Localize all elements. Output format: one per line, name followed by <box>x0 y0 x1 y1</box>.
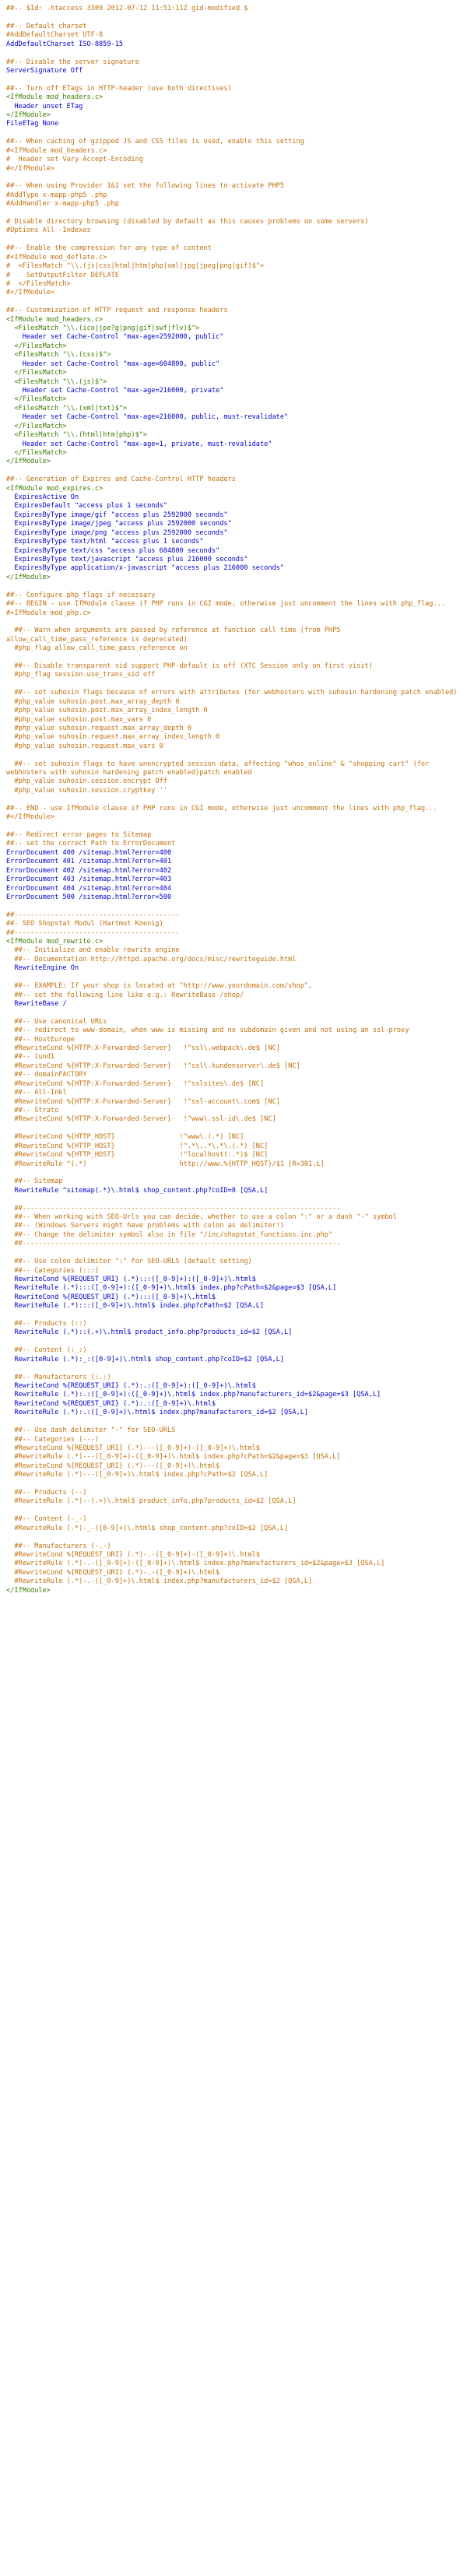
comment-line: ##-- Use canonical URLs <box>6 1017 107 1026</box>
comment-line: ##-- BEGIN - use IfModule clause if PHP runs in CGI mode, otherwise just uncomment the lines with php_flag... <box>6 600 445 609</box>
comment-line: ##-- Documentation http://httpd.apache.org/docs/misc/rewriteguide.html <box>6 955 297 963</box>
comment-line: #RewriteCond %{HTTP:X-Forwarded-Server} !^ssl\.kundenserver\.de$ [NC] <box>6 1062 300 1070</box>
blank-line <box>6 582 461 591</box>
comment-line: #php_value suhosin.post.max_array_depth 0 <box>6 697 180 706</box>
tag-line: </FilesMatch> <box>6 369 67 377</box>
directive-line: ServerSignature Off <box>6 66 83 75</box>
comment-line: #AddHandler x-mapp-php5 .php <box>6 200 119 209</box>
comment-line: #RewriteCond %{HTTP:X-Forwarded-Server} !^www\.ssl-id\.de$ [NC] <box>6 1115 276 1124</box>
blank-line <box>6 1533 461 1542</box>
blank-line <box>6 823 461 831</box>
comment-line: ##-- Turn off ETags in HTTP-header (use both directives) <box>6 84 232 93</box>
comment-line: ##-- Use colon delimiter ":" for SEO-URLS (default setting) <box>6 1258 252 1266</box>
comment-line: ##-- Manufacturers (-.-) <box>6 1542 111 1550</box>
comment-line: ##-- All-Inkl <box>6 1089 67 1097</box>
comment-line: ##-- When using Provider 1&1 set the following lines to activate PHP5 <box>6 182 284 191</box>
comment-line: #php_value suhosin.session.cryptkey '' <box>6 786 167 795</box>
directive-line: Header unset ETag <box>6 102 83 111</box>
comment-line: #RewriteRule ^(.*) http://www.%{HTTP_HOST}/$1 [R=301,L] <box>6 1160 325 1168</box>
directive-line: AddDefaultCharset ISO-8859-15 <box>6 40 124 48</box>
directive-line: ExpiresByType text/html "access plus 1 seconds" <box>6 538 204 546</box>
comment-line: #php_value suhosin.request.max_array_depth 0 <box>6 724 192 732</box>
directive-line: ErrorDocument 402 /sitemap.html?error=402 <box>6 866 172 875</box>
blank-line <box>6 236 461 244</box>
blank-line <box>6 129 461 138</box>
blank-line <box>6 1338 461 1346</box>
comment-line: ##-- Customization of HTTP request and response headers <box>6 307 228 315</box>
comment-line: ##------------------------------------------------------------------------------- <box>6 1240 341 1248</box>
comment-line: ##------------------------------------------------------------------------------- <box>6 1204 341 1213</box>
directive-line: RewriteRule (.*):::([_0-9]+):([_0-9]+)\.html$ index.php?cPath=$2&page=$3 [QSA,L] <box>6 1284 337 1293</box>
comment-line: #RewriteCond %{REQUEST_URI} (.*)---([_0-9]+)-([_0-9]+)\.html$ <box>6 1444 260 1452</box>
comment-line: #Options All -Indexes <box>6 226 91 235</box>
blank-line <box>6 1364 461 1373</box>
comment-line: ##-- HostEurope <box>6 1035 75 1044</box>
comment-line: ##----------------------------------------- <box>6 911 180 919</box>
comment-line: ##-- Products (--) <box>6 1489 87 1497</box>
directive-line: Header set Cache-Control "max-age=1, private, must-revalidate" <box>6 440 272 448</box>
comment-line: #php_value suhosin.request.max_array_index_length 0 <box>6 733 220 742</box>
blank-line <box>6 13 461 22</box>
comment-line: # SetOutputFilter DEFLATE <box>6 271 119 279</box>
directive-line: Header set Cache-Control "max-age=604800, public" <box>6 360 220 368</box>
blank-line <box>6 467 461 476</box>
comment-line: #</IfModule> <box>6 813 55 822</box>
tag-line: <FilesMatch "\\.(xml|txt)$"> <box>6 404 128 412</box>
blank-line <box>6 795 461 804</box>
directive-line: ExpiresDefault "access plus 1 seconds" <box>6 502 167 511</box>
blank-line <box>6 209 461 218</box>
comment-line: #<IfModule mod_deflate.c> <box>6 253 107 261</box>
comment-line: # </FilesMatch> <box>6 279 71 288</box>
comment-line: ##-- When caching of gzipped JS and CSS files is used, enable this setting <box>6 138 304 146</box>
blank-line <box>6 1480 461 1489</box>
comment-line: #RewriteCond %{REQUEST_URI} (.*)---([_0-9]+)\.html$ <box>6 1462 220 1470</box>
directive-line: ErrorDocument 401 /sitemap.html?error=401 <box>6 858 172 866</box>
directive-line: ErrorDocument 404 /sitemap.html?error=404 <box>6 884 172 893</box>
directive-line: ExpiresByType text/css "access plus 604800 seconds" <box>6 546 220 555</box>
directive-line: ErrorDocument 500 /sitemap.html?error=500 <box>6 893 172 901</box>
comment-line: ##-- redirect to www-domain, when www is missing and no subdomain given and not using an ssl-proxy <box>6 1027 409 1035</box>
comment-line: ##-- Disable the server signature <box>6 58 139 66</box>
comment-line: #RewriteCond %{HTTP_HOST} !^localhost(:.*)$ [NC] <box>6 1151 269 1160</box>
directive-line: ErrorDocument 400 /sitemap.html?error=400 <box>6 848 172 857</box>
comment-line: ##-- Strato <box>6 1107 59 1115</box>
comment-line: ##-- EXAMPLE: If your shop is located at "http://www.yourdomain.com/shop", <box>6 982 313 991</box>
directive-line: RewriteEngine On <box>6 964 79 973</box>
comment-line: ##-- set the following line like e.g.: RewriteBase /shop/ <box>6 991 244 999</box>
comment-line: #RewriteCond %{HTTP_HOST} !^.*\..*\.*\.(.*) [NC] <box>6 1142 269 1150</box>
comment-line: #php_flag allow_call_time_pass_reference on <box>6 644 188 653</box>
comment-line: #php_flag session.use_trans_sid off <box>6 671 156 679</box>
tag-line: </FilesMatch> <box>6 422 67 430</box>
code-view <box>6 5 461 1595</box>
directive-line: ExpiresByType application/x-javascript "access plus 216000 seconds" <box>6 564 285 573</box>
comment-line: # Header set Vary Accept-Encoding <box>6 156 143 164</box>
directive-line: RewriteRule (.*):::([_0-9]+)\.html$ index.php?cPath=$2 [QSA,L] <box>6 1302 265 1311</box>
blank-line <box>6 1009 461 1017</box>
blank-line <box>6 1249 461 1258</box>
directive-line: ExpiresByType image/png "access plus 2592000 seconds" <box>6 528 228 537</box>
comment-line: ##-- Sitemap <box>6 1177 63 1186</box>
comment-line: #RewriteCond %{HTTP_HOST} !^www\.(.*) [NC] <box>6 1133 244 1142</box>
blank-line <box>6 75 461 84</box>
directive-line: Header set Cache-Control "max-age=216000, private" <box>6 387 224 395</box>
tag-line: </IfModule> <box>6 458 51 466</box>
comment-line: #RewriteCond %{HTTP:X-Forwarded-Server} !^sslsites\.de$ [NC] <box>6 1079 265 1088</box>
tag-line: </IfModule> <box>6 573 51 581</box>
comment-line: ##-- Disable transparent sid support PHP-default is off (XTC Session only on first visit) <box>6 662 373 671</box>
comment-line: ##-- set the correct Path to ErrorDocument <box>6 840 176 848</box>
directive-line: RewriteRule (.*):.:([_0-9]+)\.html$ index.php?manufacturers_id=$2 [QSA,L] <box>6 1409 309 1417</box>
comment-line: #<IfModule mod_php.c> <box>6 609 91 617</box>
directive-line: RewriteRule ^sitemap(.*)\.html$ shop_content.php?coID=8 [QSA,L] <box>6 1186 269 1195</box>
comment-line: #</IfModule> <box>6 164 55 173</box>
blank-line <box>6 618 461 626</box>
blank-line <box>6 654 461 662</box>
comment-line: ##-- END - use IfModule clause if PHP runs in CGI mode, otherwise just uncomment the lines with php_flag... <box>6 804 437 812</box>
comment-line: ##----------------------------------------- <box>6 928 180 937</box>
comment-line: ##-- Generation of Expires and Cache-Control HTTP headers <box>6 476 236 484</box>
tag-line: <IfModule mod_rewrite.c> <box>6 938 104 946</box>
blank-line <box>6 1195 461 1204</box>
directive-line: ExpiresActive On <box>6 493 79 502</box>
comment-line: ##-- Categories (:::) <box>6 1266 100 1275</box>
comment-line: #RewriteRule (.*)-_-([0-9]+)\.html$ shop_content.php?coID=$2 [QSA,L] <box>6 1524 289 1532</box>
tag-line: </IfModule> <box>6 1586 51 1595</box>
directive-line: Header set Cache-Control "max-age=216000, public, must-revalidate" <box>6 413 289 422</box>
comment-line: ##-- Content (-_-) <box>6 1515 87 1524</box>
directive-line: RewriteCond %{REQUEST_URI} (.*):.:([_0-9]+):([_0-9]+)\.html$ <box>6 1381 256 1390</box>
comment-line: ##-- set suhosin flags because of errors with attributes (for webhosters with suhosin hardening patch enabled) <box>6 689 458 697</box>
tag-line: </IfModule> <box>6 111 51 120</box>
comment-line: # Disable directory browsing (disabled by default as this causes problems on some servers) <box>6 218 369 226</box>
comment-line: # <FilesMatch "\\.(js|css|html|htm|php|xml|jpg|jpeg|png|gif)$"> <box>6 262 265 271</box>
comment-line: #php_value suhosin.session.encrypt Off <box>6 777 167 786</box>
tag-line: <FilesMatch "\\.(ico|jpe?g|png|gif|swf|flv)$"> <box>6 325 200 333</box>
comment-line: #RewriteRule (.*)---([_0-9]+)-([_0-9]+)\.html$ index.php?cPath=$2&page=$3 [QSA,L] <box>6 1453 341 1462</box>
comment-line: ##-- Redirect error pages to Sitemap <box>6 830 152 839</box>
comment-line: ##-- Configure php_flags if necessary <box>6 591 156 599</box>
comment-line: ##-- domainFACTORY <box>6 1071 87 1079</box>
blank-line <box>6 1418 461 1427</box>
tag-line: <IfModule mod_expires.c> <box>6 484 104 493</box>
comment-line: ##-- Change the delimiter symbol also in file "/inc/shopstat_functions.inc.php" <box>6 1230 333 1239</box>
comment-line: #AddType x-mapp-php5 .php <box>6 191 107 199</box>
comment-line: ##-- Initialize and enable rewrite engine <box>6 946 180 955</box>
directive-line: ExpiresByType image/jpeg "access plus 2592000 seconds" <box>6 520 232 528</box>
directive-line: Header set Cache-Control "max-age=2592000, public" <box>6 333 224 342</box>
tag-line: </FilesMatch> <box>6 342 67 350</box>
comment-line: #RewriteCond %{REQUEST_URI} (.*)-.-([_0-9]+)-([_0-9]+)\.html$ <box>6 1550 260 1559</box>
blank-line <box>6 1125 461 1133</box>
comment-line: #RewriteRule (.*)-.-([_0-9]+)\.html$ index.php?manufacturers_id=$2 [QSA,L] <box>6 1578 313 1586</box>
blank-line <box>6 1507 461 1515</box>
directive-line: RewriteCond %{REQUEST_URI} (.*):::([_0-9]+)\.html$ <box>6 1293 216 1301</box>
directive-line: RewriteCond %{REQUEST_URI} (.*):::([_0-9]+):([_0-9]+)\.html$ <box>6 1275 256 1283</box>
comment-line: ##-- Warn when arguments are passed by reference at function call time (from PHP5 allow_call_time_pass_reference is deprecated) <box>6 626 345 644</box>
comment-line: ##- SEO Shopstat Modul (Hartmut Koenig) <box>6 920 163 928</box>
directive-line: ErrorDocument 403 /sitemap.html?error=403 <box>6 876 172 884</box>
comment-line: ##-- When working with SEO-Urls you can decide, whether to use a colon ":" or a dash "-" symbol <box>6 1213 397 1222</box>
blank-line <box>6 49 461 58</box>
comment-line: ##-- (Windows Servers might have problems with colon as delimiter!) <box>6 1222 285 1230</box>
directive-line: RewriteRule (.*)::(.+)\.html$ product_info.php?products_id=$2 [QSA,L] <box>6 1328 293 1337</box>
comment-line: ##-- Products (::) <box>6 1320 87 1328</box>
comment-line: ##-- $Id: .htaccess 3309 2012-07-12 11:51:11Z gid-modified $ <box>6 5 248 12</box>
blank-line <box>6 174 461 182</box>
directive-line: ExpiresByType image/gif "access plus 2592000 seconds" <box>6 511 228 519</box>
tag-line: <FilesMatch "\\.(html|htm|php)$"> <box>6 431 148 440</box>
tag-line: <FilesMatch "\\.(js)$"> <box>6 377 107 386</box>
directive-line: RewriteBase / <box>6 999 67 1008</box>
comment-line: #RewriteRule (.*)--(.+)\.html$ product_info.php?products_id=$2 [QSA,L] <box>6 1497 297 1506</box>
tag-line: <IfModule mod_headers.c> <box>6 315 104 324</box>
comment-line: #</IfModule> <box>6 289 55 297</box>
directive-line: RewriteRule (.*):.:([_0-9]+):([_0-9]+)\.html$ index.php?manufacturers_id=$2&page=$3 [QSA,L] <box>6 1391 381 1399</box>
comment-line: ##-- Enable the compression for any type of content <box>6 244 212 253</box>
comment-line: ##-- Use dash delimiter "-" for SEO-URLS <box>6 1427 176 1435</box>
blank-line <box>6 1311 461 1320</box>
blank-line <box>6 680 461 689</box>
directive-line: FileETag None <box>6 120 59 128</box>
tag-line: </FilesMatch> <box>6 395 67 404</box>
comment-line: ##-- 1und1 <box>6 1053 55 1062</box>
tag-line: <FilesMatch "\\.(css)$"> <box>6 351 111 360</box>
directive-line: RewriteCond %{REQUEST_URI} (.*):.:([_0-9]+)\.html$ <box>6 1399 216 1408</box>
comment-line: #php_value suhosin.post.max_vars 0 <box>6 715 152 724</box>
comment-line: ##-- Manufacturers (:.:) <box>6 1373 111 1381</box>
comment-line: #<IfModule mod_headers.c> <box>6 146 107 155</box>
comment-line: ##-- Categories (---) <box>6 1435 100 1444</box>
directive-line: ExpiresByType text/javascript "access plus 216000 seconds" <box>6 556 248 564</box>
directive-line: RewriteRule (.*):_:([0-9]+)\.html$ shop_content.php?coID=$2 [QSA,L] <box>6 1355 285 1363</box>
blank-line <box>6 902 461 911</box>
blank-line <box>6 1169 461 1177</box>
comment-line: #RewriteRule (.*)---([_0-9]+)\.html$ index.php?cPath=$2 [QSA,L] <box>6 1471 269 1479</box>
comment-line: #RewriteCond %{HTTP:X-Forwarded-Server} !^ssl\.webpack\.de$ [NC] <box>6 1044 280 1053</box>
blank-line <box>6 974 461 982</box>
tag-line: </FilesMatch> <box>6 448 67 457</box>
comment-line: ##-- Content (:_:) <box>6 1346 87 1355</box>
comment-line: #RewriteCond %{HTTP:X-Forwarded-Server} !^ssl-account\.com$ [NC] <box>6 1097 280 1106</box>
comment-line: #php_value suhosin.post.max_array_index_length 0 <box>6 707 208 715</box>
comment-line: ##-- set suhosin flags to have unencrypted session data, affecting "whos_online" & "shopping cart" (for webhosters with suhosin hardening patch enabled)patch enabled <box>6 760 434 777</box>
blank-line <box>6 298 461 307</box>
comment-line: #AddDefaultCharset UTF-8 <box>6 31 104 40</box>
comment-line: #RewriteCond %{REQUEST_URI} (.*)-.-([_0-9]+)\.html$ <box>6 1568 220 1577</box>
comment-line: #php_value suhosin.request.max_vars 0 <box>6 742 163 750</box>
comment-line: #RewriteRule (.*)-.-([_0-9]+)-([_0-9]+)\.html$ index.php?manufacturers_id=$2&page=$3 [QSA,L] <box>6 1560 385 1568</box>
comment-line: ##-- Default charset <box>6 22 87 30</box>
tag-line: <IfModule mod_headers.c> <box>6 93 104 102</box>
blank-line <box>6 751 461 760</box>
